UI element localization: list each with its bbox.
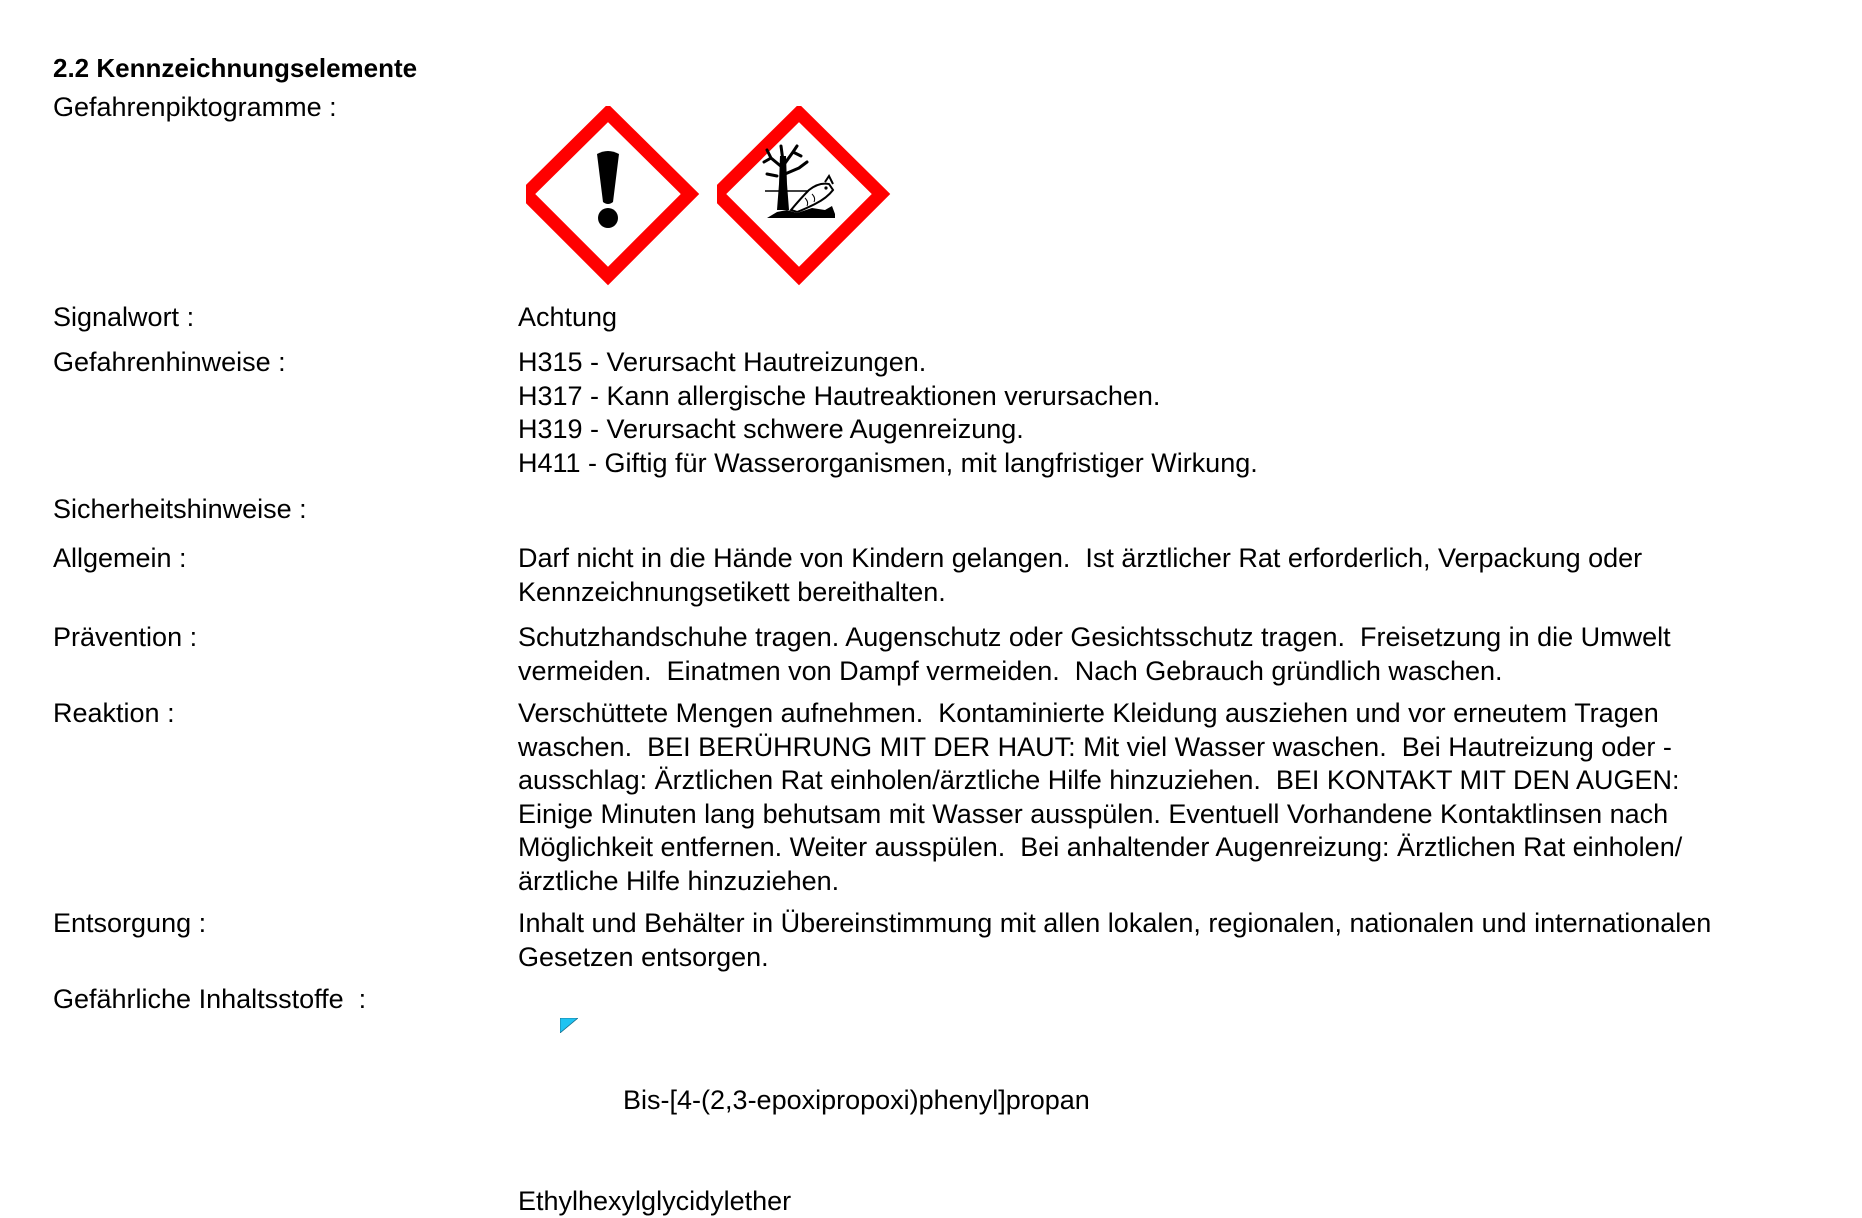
signal-word-label: Signalwort : [53, 302, 195, 332]
disposal-text [518, 907, 1711, 974]
section-title: 2.2 Kennzeichnungselemente [53, 53, 418, 83]
hazard-statement: H315 - Verursacht Hautreizungen. [518, 347, 927, 377]
prevention-label: Prävention : [53, 622, 198, 652]
pictograms-label: Gefahrenpiktogramme : [53, 92, 337, 122]
comment-marker-icon[interactable] [560, 1018, 578, 1033]
pictogram-group [520, 106, 900, 286]
precautionary-label: Sicherheitshinweise : [53, 494, 307, 524]
hazard-statement: H317 - Kann allergische Hautreaktionen verursachen. [518, 380, 1161, 411]
response-line: ausschlag: Ärztlichen Rat einholen/ärztliche Hilfe hinzuziehen. BEI KONTAKT MIT DEN AUGEN: [518, 765, 1680, 796]
response-line: ärztliche Hilfe hinzuziehen. [518, 865, 840, 896]
hazard-statements-label: Gefahrenhinweise : [53, 347, 286, 377]
hazard-statements-list [518, 346, 1258, 480]
response-line: Möglichkeit entfernen. Weiter ausspülen. Bei anhaltender Augenreizung: Ärztlichen Rat einholen/ [518, 832, 1683, 863]
hazard-statement: H411 - Giftig für Wasserorganismen, mit langfristiger Wirkung. [518, 447, 1258, 478]
ingredient-item: Ethylhexylglycidylether [518, 1185, 792, 1216]
prevention-text [518, 621, 1671, 688]
prevention-line: vermeiden. Einatmen von Dampf vermeiden. Nach Gebrauch gründlich waschen. [518, 655, 1503, 686]
ingredient-item: Bis-[4-(2,3-epoxipropoxi)phenyl]propan [623, 1084, 1090, 1115]
exclamation-mark-icon [526, 106, 706, 286]
disposal-line: Gesetzen entsorgen. [518, 941, 769, 972]
general-line: Darf nicht in die Hände von Kindern gelangen. Ist ärztlicher Rat erforderlich, Verpackung oder [518, 543, 1643, 573]
environment-hazard-icon [717, 106, 897, 286]
general-label: Allgemein : [53, 543, 187, 573]
response-line: Verschüttete Mengen aufnehmen. Kontaminierte Kleidung ausziehen und vor erneutem Tragen [518, 698, 1659, 728]
hazard-statement: H319 - Verursacht schwere Augenreizung. [518, 414, 1024, 445]
prevention-line: Schutzhandschuhe tragen. Augenschutz oder Gesichtsschutz tragen. Freisetzung in die Umwelt [518, 622, 1671, 652]
signal-word-value: Achtung [518, 302, 618, 332]
response-line: Einige Minuten lang behutsam mit Wasser ausspülen. Eventuell Vorhandene Kontaktlinsen nach [518, 798, 1669, 829]
response-label: Reaktion : [53, 698, 175, 728]
response-text [518, 697, 1682, 899]
response-line: waschen. BEI BERÜHRUNG MIT DER HAUT: Mit viel Wasser waschen. Bei Hautreizung oder - [518, 731, 1672, 762]
hazardous-ingredients-list [518, 983, 1090, 1218]
general-line: Kennzeichnungsetikett bereithalten. [518, 576, 946, 607]
disposal-line: Inhalt und Behälter in Übereinstimmung mit allen lokalen, regionalen, nationalen und internationalen [518, 908, 1712, 938]
general-text [518, 542, 1642, 609]
disposal-label: Entsorgung : [53, 908, 207, 938]
hazardous-ingredients-label: Gefährliche Inhaltsstoffe : [53, 984, 367, 1014]
